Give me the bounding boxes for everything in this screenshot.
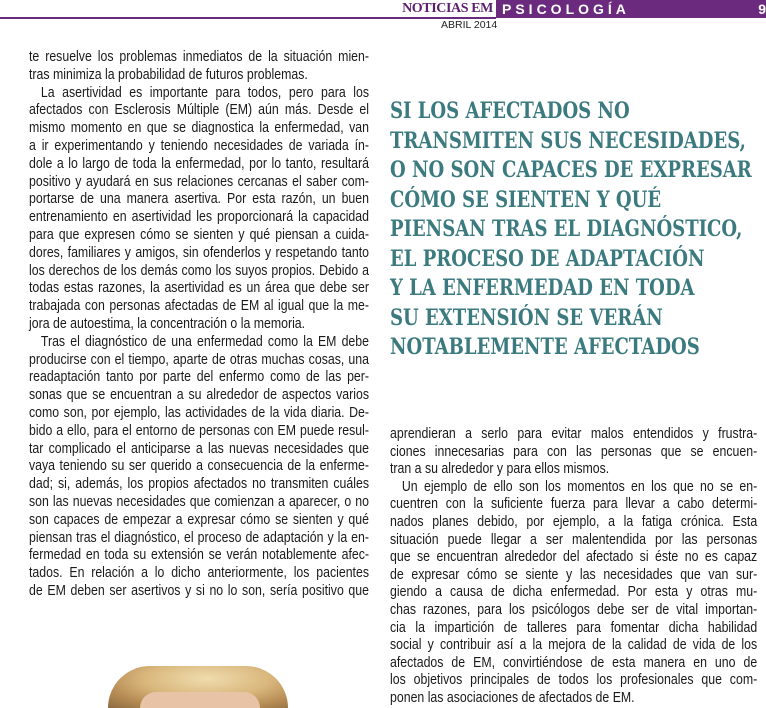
text-line: piensan tras el diagnóstico, el proceso de adaptación y la en- [29,529,369,546]
section-title: PSICOLOGÍA [502,1,630,17]
pull-quote-line: NOTABLEMENTE AFECTADOS [390,334,700,360]
issue-date: ABRIL 2014 [441,19,498,31]
text-line: te resuelve los problemas inmediatos de la situación mien- [29,49,369,65]
pull-quote-line: TRANSMITEN SUS NECESIDADES, [390,127,746,154]
text-line: afectados de EM, convirtiéndose de esta manera en uno de [390,654,758,671]
text-line: tran a su alrededor y para ellos mismos. [390,461,610,478]
text-line: mismo momento en que se diagnostica la enfermedad, van [29,120,369,137]
text-line: vaya teniendo su ser querido a consecuencia de la enferme- [29,458,369,475]
text-line: Tras el diagnóstico de una enfermedad como la EM debe [40,333,370,350]
magazine-title: NOTICIAS EM [402,1,493,16]
pull-quote-line: SI LOS AFECTADOS NO [390,98,630,124]
section-band [496,0,766,18]
text-line: nados planes debido, por ejemplo, a la fatiga crónica. Esta [390,513,758,530]
text-line: situación puede llegar a ser malentendida por las personas [390,531,758,548]
text-line: dole a lo largo de toda la enfermedad, por lo tanto, resultará [29,155,369,172]
portrait-photo [100,660,300,708]
text-line: para que expresen cómo se sienten y qué piensan a cuida- [29,226,369,243]
pull-quote-line: PIENSAN TRAS EL DIAGNÓSTICO, [390,216,743,242]
text-line: readaptación tanto por parte del enfermo como de las per- [29,369,369,386]
text-line: los derechos de los demás como los suyos propios. Debido a [29,262,369,279]
text-line: como son, por ejemplo, las actividades de la vida diaria. De- [29,404,369,421]
text-line: tras minimiza la probabilidad de futuros problemas. [29,66,308,83]
pull-quote-line: O NO SON CAPACES DE EXPRESAR [390,157,752,183]
text-line: La asertividad es importante para todos, pero para los [40,84,370,101]
text-line: tar complicado el anticiparse a las nuevas necesidades que [29,440,369,457]
pull-quote-line: EL PROCESO DE ADAPTACIÓN [390,245,705,272]
text-line: producirse con el tiempo, aparte de otras muchas cosas, una [29,351,369,368]
text-line: ciones innecesarias para con las personas que se encuen- [390,443,758,460]
text-line: jora de autoestima, la concentración o la memoria. [29,315,306,332]
text-line: entrenamiento en asertividad les proporcionará la capacidad [29,209,369,226]
pull-quote [390,97,752,363]
text-line: tados. En relación a lo dicho anteriormente, los pacientes [29,565,369,582]
text-line: fermedad en toda su extensión se verán notablemente afec- [29,547,369,564]
text-line: que se encuentran alrededor del afectado si éste no es capaz [390,549,758,566]
text-line: aprendieran a serlo para evitar malos entendidos y frustra- [390,426,758,442]
text-line: cia la impartición de talleres para fomentar dicha habilidad [390,619,758,636]
page-number: 9 [758,1,766,17]
text-line: chas razones, para los psicólogos debe ser de vital importan- [390,601,758,618]
text-line: Un ejemplo de ello son los momentos en los que no se en- [401,478,758,495]
text-line: cuentren con la suficiente fuerza para llevar a cabo determi- [390,496,758,513]
text-line: positivo y ayudará en sus relaciones cercanas el saber com- [29,173,369,190]
text-line: a ir experimentando y teniendo necesidades de variada ín- [29,137,369,154]
text-line: todas estas razones, la asertividad es un área que debe ser [29,280,369,297]
text-line: afectados con Esclerosis Múltiple (EM) aún más. Desde el [29,102,369,119]
pull-quote-line: SU EXTENSIÓN SE VERÁN [390,304,663,331]
text-line: trabajada con personas afectadas de EM al igual que la me- [29,298,369,315]
text-line: portarse de una manera asertiva. Por esta razón, un buen [29,191,369,208]
left-text-column [29,49,369,601]
text-line: dad; si, además, los propios afectados no transmiten cuáles [29,476,369,493]
photo-face [140,692,260,708]
text-line: bido a ello, para el entorno de personas con EM puede resul- [29,422,369,439]
text-line: los objetivos principales de todos los profesionales que com- [390,672,758,689]
text-line: de EM deben ser asertivos y si no lo son, sería positivo que [29,582,369,599]
pull-quote-line: Y LA ENFERMEDAD EN TODA [390,275,695,301]
text-line: son capaces de empezar a expresar cómo se sienten y qué [29,511,369,528]
text-line: dores, familiares y amigos, sin ofenderlos y respetando tanto [29,244,369,261]
text-line: giendo a causa de dicha enfermedad. Por esta y otras mu- [390,584,758,601]
text-line: social y contribuir así a la mejora de la calidad de vida de los [390,637,758,654]
text-line: sonas que se encuentran a su alrededor de aspectos varios [29,387,369,404]
right-text-column [390,426,757,708]
text-line: son las nuevas necesidades que comienzan a aparecer, o no [29,493,369,510]
text-line: ponen las asociaciones de afectados de EM. [390,689,635,706]
text-line: de expresar cómo se siente y las necesidades que van sur- [390,566,758,583]
pull-quote-line: CÓMO SE SIENTEN Y QUÉ [390,186,662,213]
